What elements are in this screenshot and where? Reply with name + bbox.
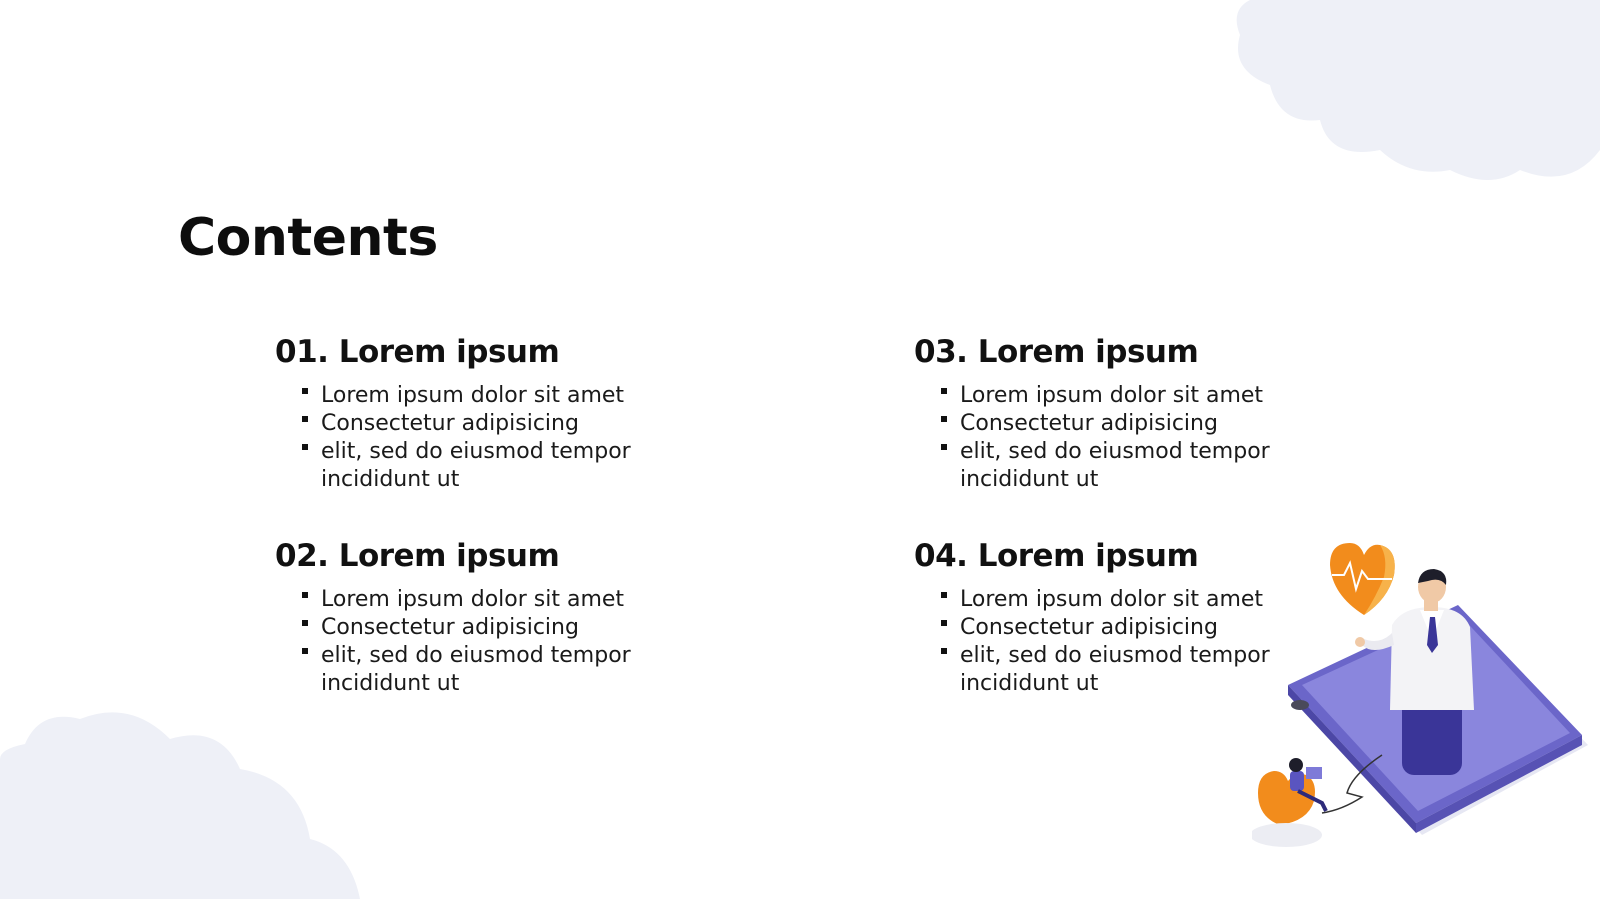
section-heading: 01. Lorem ipsum	[275, 334, 560, 370]
contents-section-02	[275, 538, 705, 698]
bullet-item: Consectetur adipisicing	[321, 410, 681, 438]
heart-icon	[1330, 543, 1395, 615]
section-heading: 04. Lorem ipsum	[914, 538, 1199, 574]
section-heading: 03. Lorem ipsum	[914, 334, 1199, 370]
bullet-item: elit, sed do eiusmod tempor incididunt ut	[321, 642, 681, 698]
bullet-item: Lorem ipsum dolor sit amet	[321, 382, 681, 410]
bullet-item: Lorem ipsum dolor sit amet	[960, 586, 1320, 614]
bullet-item: Consectetur adipisicing	[960, 614, 1320, 642]
bullet-item: elit, sed do eiusmod tempor incididunt ut	[321, 438, 681, 494]
bullet-item: Lorem ipsum dolor sit amet	[960, 382, 1320, 410]
doctor-phone-illustration	[1252, 535, 1600, 899]
contents-section-01	[275, 334, 705, 494]
bullet-item: Consectetur adipisicing	[960, 410, 1320, 438]
bullet-list	[275, 586, 705, 698]
bullet-list	[275, 382, 705, 494]
section-heading: 02. Lorem ipsum	[275, 538, 560, 574]
cloud-decoration-top-right	[1210, 0, 1600, 190]
bullet-list	[914, 382, 1344, 494]
bullet-item: Lorem ipsum dolor sit amet	[321, 586, 681, 614]
cloud-decoration-bottom-left	[0, 699, 360, 899]
contents-section-03	[914, 334, 1344, 494]
bullet-item: elit, sed do eiusmod tempor incididunt ut	[960, 438, 1320, 494]
page-title: Contents	[178, 208, 438, 268]
bullet-item: Consectetur adipisicing	[321, 614, 681, 642]
bullet-item: elit, sed do eiusmod tempor incididunt ut	[960, 642, 1320, 698]
